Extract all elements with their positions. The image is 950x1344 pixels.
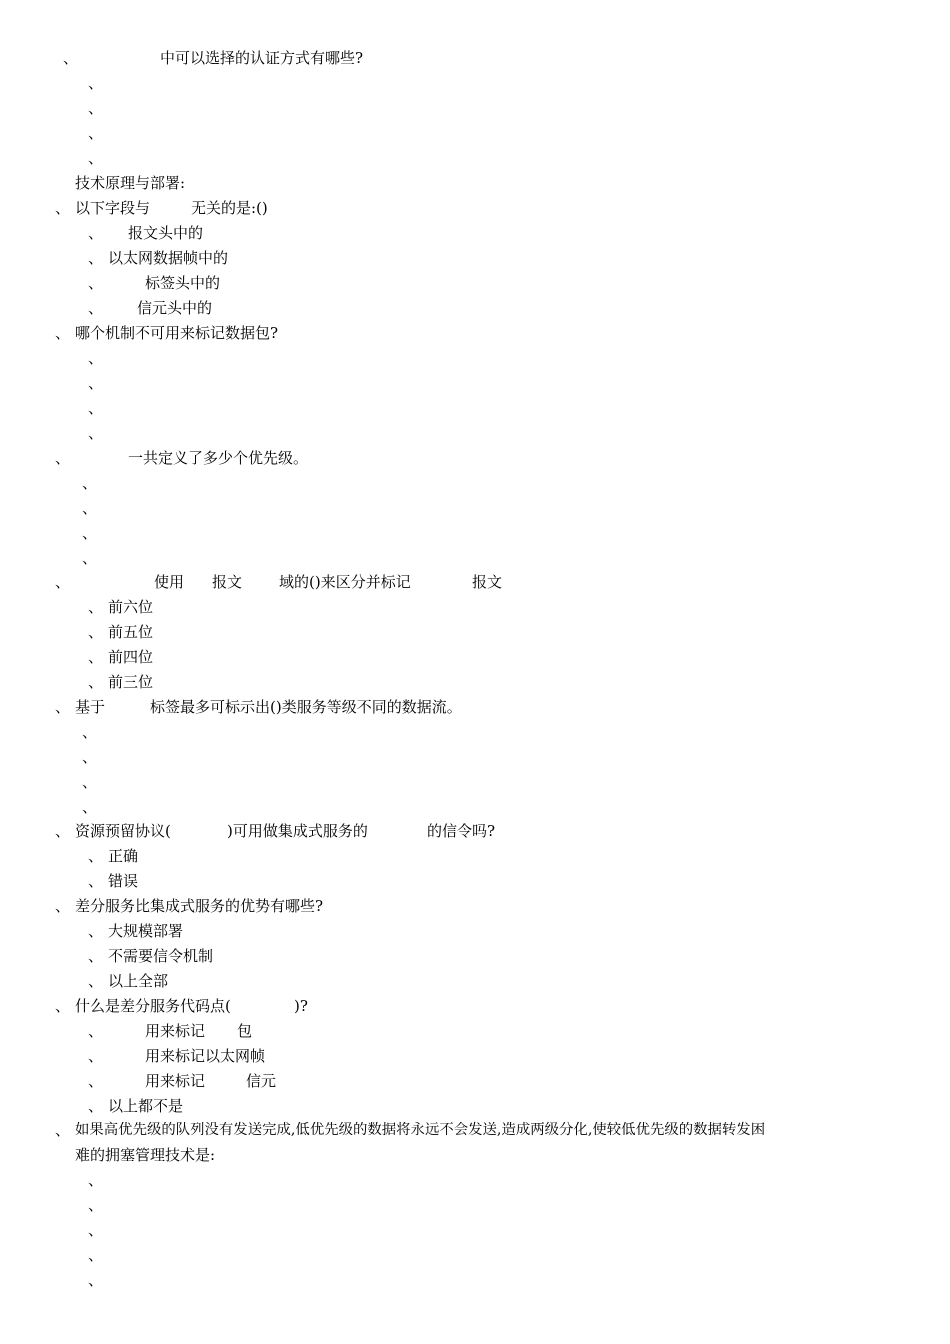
option-line (0, 597, 154, 617)
option-text: 正确 (108, 847, 139, 865)
question-text: )可用做集成式服务的 (227, 822, 368, 840)
option-line (0, 1021, 253, 1041)
question-mark: 、 (55, 573, 71, 591)
option-mark: 、 (88, 424, 104, 442)
option-mark: 、 (82, 748, 98, 766)
option-mark: 、 (88, 124, 104, 142)
question-mark: 、 (55, 698, 71, 716)
option-line (0, 921, 184, 941)
option-text: 标签头中的 (145, 274, 221, 292)
option-mark: 、 (88, 399, 104, 417)
option-text: 以太网数据帧中的 (108, 249, 229, 267)
option-mark: 、 (88, 1047, 104, 1065)
question-line (0, 198, 268, 218)
question-text: 使用 (154, 573, 185, 591)
option-text: 错误 (108, 872, 139, 890)
option-line (0, 971, 169, 991)
question-line (0, 48, 364, 68)
option-mark: 、 (88, 1097, 104, 1115)
option-mark: 、 (82, 524, 98, 542)
option-mark: 、 (88, 947, 104, 965)
option-mark: 、 (88, 623, 104, 641)
section-heading-text: 技术原理与部署: (75, 174, 186, 192)
question-text: 中可以选择的认证方式有哪些? (160, 49, 364, 67)
question-text: 基于 (75, 698, 106, 716)
option-mark: 、 (88, 872, 104, 890)
option-line (0, 1046, 266, 1066)
option-text: 用来标记以太网帧 (145, 1047, 266, 1065)
option-line (0, 1096, 184, 1116)
option-mark: 、 (82, 549, 98, 567)
section-heading (0, 173, 186, 193)
question-mark: 、 (55, 199, 71, 217)
option-line (0, 846, 139, 866)
question-text: 报文 (212, 573, 243, 591)
question-line (0, 323, 279, 343)
question-line (0, 1120, 766, 1140)
question-text: 无关的是:() (191, 199, 268, 217)
option-text: 大规模部署 (108, 922, 184, 940)
question-mark: 、 (55, 897, 71, 915)
question-text: 哪个机制不可用来标记数据包? (75, 324, 279, 342)
option-line (0, 223, 204, 243)
question-line (0, 572, 503, 592)
option-text: 前五位 (108, 623, 154, 641)
question-text: 以下字段与 (75, 199, 151, 217)
option-mark: 、 (82, 499, 98, 517)
option-text: 用来标记 (145, 1072, 206, 1090)
question-line (0, 896, 324, 916)
option-line (0, 248, 229, 268)
option-line (0, 298, 213, 318)
option-mark: 、 (88, 249, 104, 267)
question-mark: 、 (55, 324, 71, 342)
question-mark: 、 (55, 449, 71, 467)
option-mark: 、 (88, 673, 104, 691)
question-text: 资源预留协议( (75, 822, 171, 840)
question-text: 难的拥塞管理技术是: (75, 1146, 216, 1164)
question-line (0, 697, 462, 717)
option-mark: 、 (88, 1072, 104, 1090)
option-line (0, 672, 154, 692)
option-mark: 、 (88, 922, 104, 940)
option-text: 以上全部 (108, 972, 169, 990)
option-mark: 、 (82, 798, 98, 816)
question-mark: 、 (55, 822, 71, 840)
option-mark: 、 (88, 1271, 104, 1289)
option-mark: 、 (88, 598, 104, 616)
option-line (0, 647, 154, 667)
option-mark: 、 (88, 1022, 104, 1040)
option-mark: 、 (88, 374, 104, 392)
option-mark: 、 (88, 1221, 104, 1239)
option-text: 不需要信令机制 (108, 947, 214, 965)
question-text: )? (294, 997, 308, 1015)
option-text: 用来标记 (145, 1022, 206, 1040)
question-text: 的信令吗? (427, 822, 496, 840)
option-text: 信元头中的 (137, 299, 213, 317)
option-mark: 、 (88, 1196, 104, 1214)
option-mark: 、 (88, 1171, 104, 1189)
option-line (0, 871, 139, 891)
option-text: 包 (237, 1022, 253, 1040)
option-mark: 、 (88, 274, 104, 292)
option-mark: 、 (82, 773, 98, 791)
option-mark: 、 (88, 349, 104, 367)
option-line (0, 1071, 277, 1091)
question-mark: 、 (55, 997, 71, 1015)
question-text: 报文 (472, 573, 503, 591)
question-line (0, 821, 496, 841)
question-line (0, 448, 309, 468)
option-mark: 、 (82, 723, 98, 741)
question-mark: 、 (63, 49, 79, 67)
option-mark: 、 (82, 474, 98, 492)
option-mark: 、 (88, 99, 104, 117)
option-mark: 、 (88, 1246, 104, 1264)
question-text: 域的()来区分并标记 (279, 573, 411, 591)
option-mark: 、 (88, 847, 104, 865)
option-text: 前四位 (108, 648, 154, 666)
question-mark: 、 (55, 1121, 71, 1139)
option-mark: 、 (88, 299, 104, 317)
option-line (0, 622, 154, 642)
option-mark: 、 (88, 74, 104, 92)
question-text: 标签最多可标示出()类服务等级不同的数据流。 (150, 698, 462, 716)
question-text: 什么是差分服务代码点( (75, 997, 231, 1015)
option-line (0, 273, 221, 293)
option-text: 以上都不是 (108, 1097, 184, 1115)
option-mark: 、 (88, 648, 104, 666)
option-text: 报文头中的 (128, 224, 204, 242)
question-line (0, 996, 308, 1016)
option-line (0, 946, 214, 966)
question-text: 差分服务比集成式服务的优势有哪些? (75, 897, 324, 915)
option-mark: 、 (88, 224, 104, 242)
option-text: 信元 (246, 1072, 277, 1090)
question-text: 一共定义了多少个优先级。 (128, 449, 309, 467)
question-continuation (0, 1145, 216, 1165)
option-mark: 、 (88, 972, 104, 990)
question-text: 如果高优先级的队列没有发送完成,低优先级的数据将永远不会发送,造成两级分化,使较低优先级的数据转发困 (75, 1122, 766, 1138)
option-text: 前六位 (108, 598, 154, 616)
option-mark: 、 (88, 149, 104, 167)
option-text: 前三位 (108, 673, 154, 691)
